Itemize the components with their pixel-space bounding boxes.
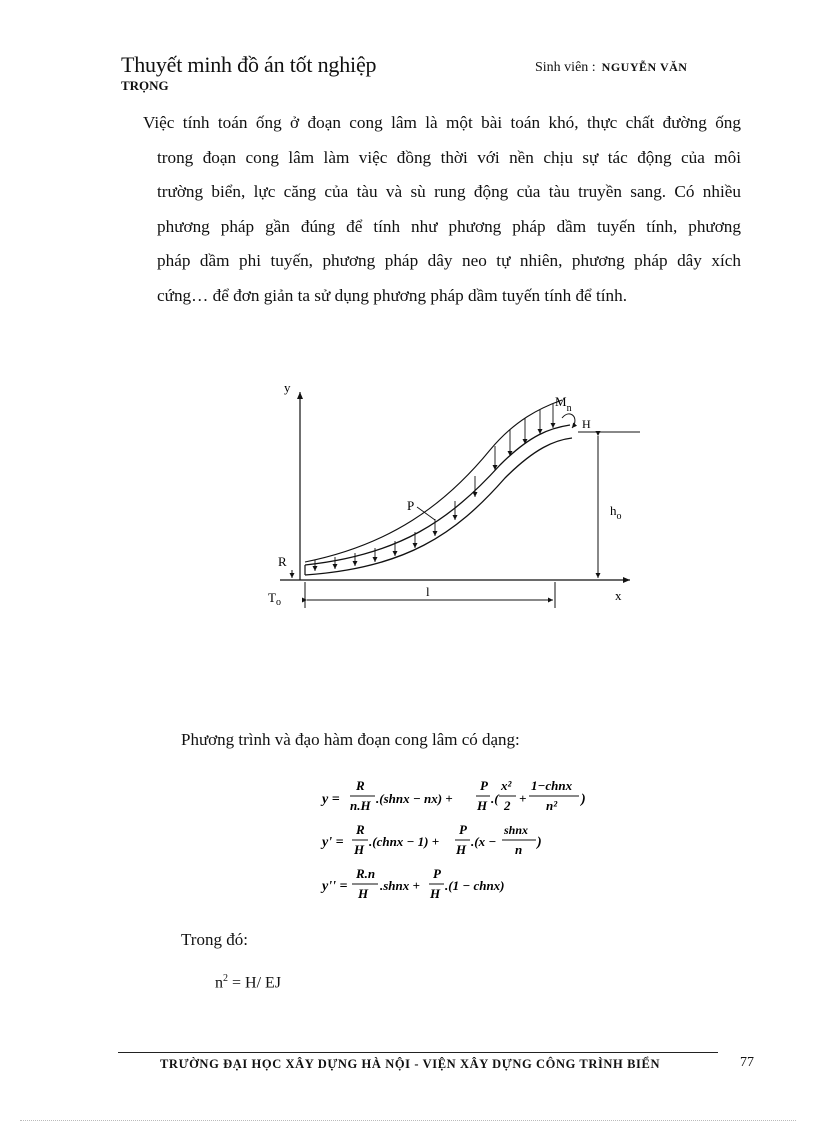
svg-text:H: H	[430, 886, 441, 901]
tension-label: $T_o$	[268, 590, 281, 608]
length-label: l	[426, 584, 430, 599]
svg-text:H: H	[354, 842, 365, 857]
document-subtitle: TRỌNG	[121, 78, 169, 93]
page-bottom-border	[20, 1120, 796, 1121]
equation-3	[320, 866, 505, 901]
document-title: Thuyết minh đồ án tốt nghiệp	[121, 52, 377, 77]
svg-text:R: R	[356, 778, 365, 793]
svg-text:2: 2	[504, 798, 511, 813]
svg-text:+: +	[519, 791, 527, 806]
footer-school: TRƯỜNG ĐẠI HỌC XÂY DỰNG HÀ NỘI - VIỆN XÂY DỰNG CÔNG TRÌNH BIỂN	[160, 1057, 661, 1071]
student-name: NGUYỄN VĂN	[601, 60, 688, 74]
svg-text:n.H: n.H	[350, 798, 371, 813]
intro-paragraph	[143, 106, 741, 313]
paragraph-line: cứng… để đơn giản ta sử dụng phương pháp dầm tuyến tính để tính.	[157, 285, 628, 305]
y-axis-label: y	[284, 380, 291, 395]
svg-text:R.n: R.n	[356, 866, 376, 881]
svg-text:y' =: y' =	[322, 835, 344, 850]
svg-text:shnx: shnx	[504, 823, 529, 837]
paragraph-line: trong đoạn cong lâm làm việc đồng thời với nền chịu sự tác động của môi	[157, 147, 741, 167]
svg-text:.shnx +: .shnx +	[380, 878, 420, 893]
height-label: $h_o$	[610, 503, 622, 522]
svg-text:.(x −: .(x −	[471, 834, 497, 849]
equations	[320, 772, 620, 912]
svg-text:x²: x²	[501, 778, 512, 793]
reaction-label: R	[278, 554, 287, 569]
svg-text:.(shnx − nx) +: .(shnx − nx) +	[376, 791, 453, 806]
pipe-curve-diagram	[250, 370, 650, 610]
page-number: 77	[740, 1055, 754, 1070]
load-arrows	[315, 404, 553, 571]
svg-text:.(chnx − 1) +: .(chnx − 1) +	[369, 834, 440, 849]
svg-text:H: H	[358, 886, 369, 901]
x-axis-label: x	[615, 588, 622, 603]
svg-text:1−chnx: 1−chnx	[531, 778, 573, 793]
equation-intro: Phương trình và đạo hàm đoạn cong lâm có dạng:	[181, 730, 520, 749]
student-info	[535, 60, 687, 76]
equation-1	[320, 778, 586, 813]
where-label: Trong đó:	[181, 930, 248, 949]
pipe-bottom-curve	[305, 438, 572, 575]
pipe-top-curve	[305, 425, 570, 565]
svg-text:H: H	[456, 842, 467, 857]
svg-text:): )	[581, 792, 586, 807]
paragraph-line: phương pháp gần đúng để tính như phương pháp dầm tuyến tính, phương	[157, 216, 741, 236]
n-definition: $n^2 = H/$ EJ	[215, 973, 282, 992]
equation-2	[320, 822, 542, 857]
svg-text:H: H	[477, 798, 488, 813]
svg-text:.(1 − chnx): .(1 − chnx)	[445, 878, 505, 893]
svg-text:P: P	[433, 866, 441, 881]
paragraph-line: trường biển, lực căng của tàu và sù rung động của tàu truyền sang. Có nhiều	[157, 182, 741, 201]
svg-text:): )	[537, 835, 542, 850]
svg-text:n: n	[515, 842, 523, 857]
moment-label: $M_n$	[555, 394, 572, 414]
load-label: P	[407, 498, 415, 513]
svg-text:R: R	[356, 822, 365, 837]
svg-text:P: P	[480, 778, 488, 793]
paragraph-line: Việc tính toán ống ở đoạn cong lâm là một bài toán khó, thực chất đường ống	[143, 113, 741, 132]
svg-text:P: P	[459, 822, 467, 837]
student-label: Sinh viên :	[535, 60, 596, 75]
paragraph-line: pháp dầm phi tuyến, phương pháp dây neo tự nhiên, phương pháp dây xích	[157, 251, 741, 270]
distributed-load-line	[305, 400, 562, 562]
svg-text:y'' =: y'' =	[322, 879, 348, 894]
svg-text:y =: y =	[322, 792, 340, 807]
svg-text:n²: n²	[546, 798, 558, 813]
footer-rule	[118, 1052, 718, 1053]
svg-text:.(: .(	[491, 791, 499, 806]
horizontal-force-label: H	[582, 417, 591, 431]
